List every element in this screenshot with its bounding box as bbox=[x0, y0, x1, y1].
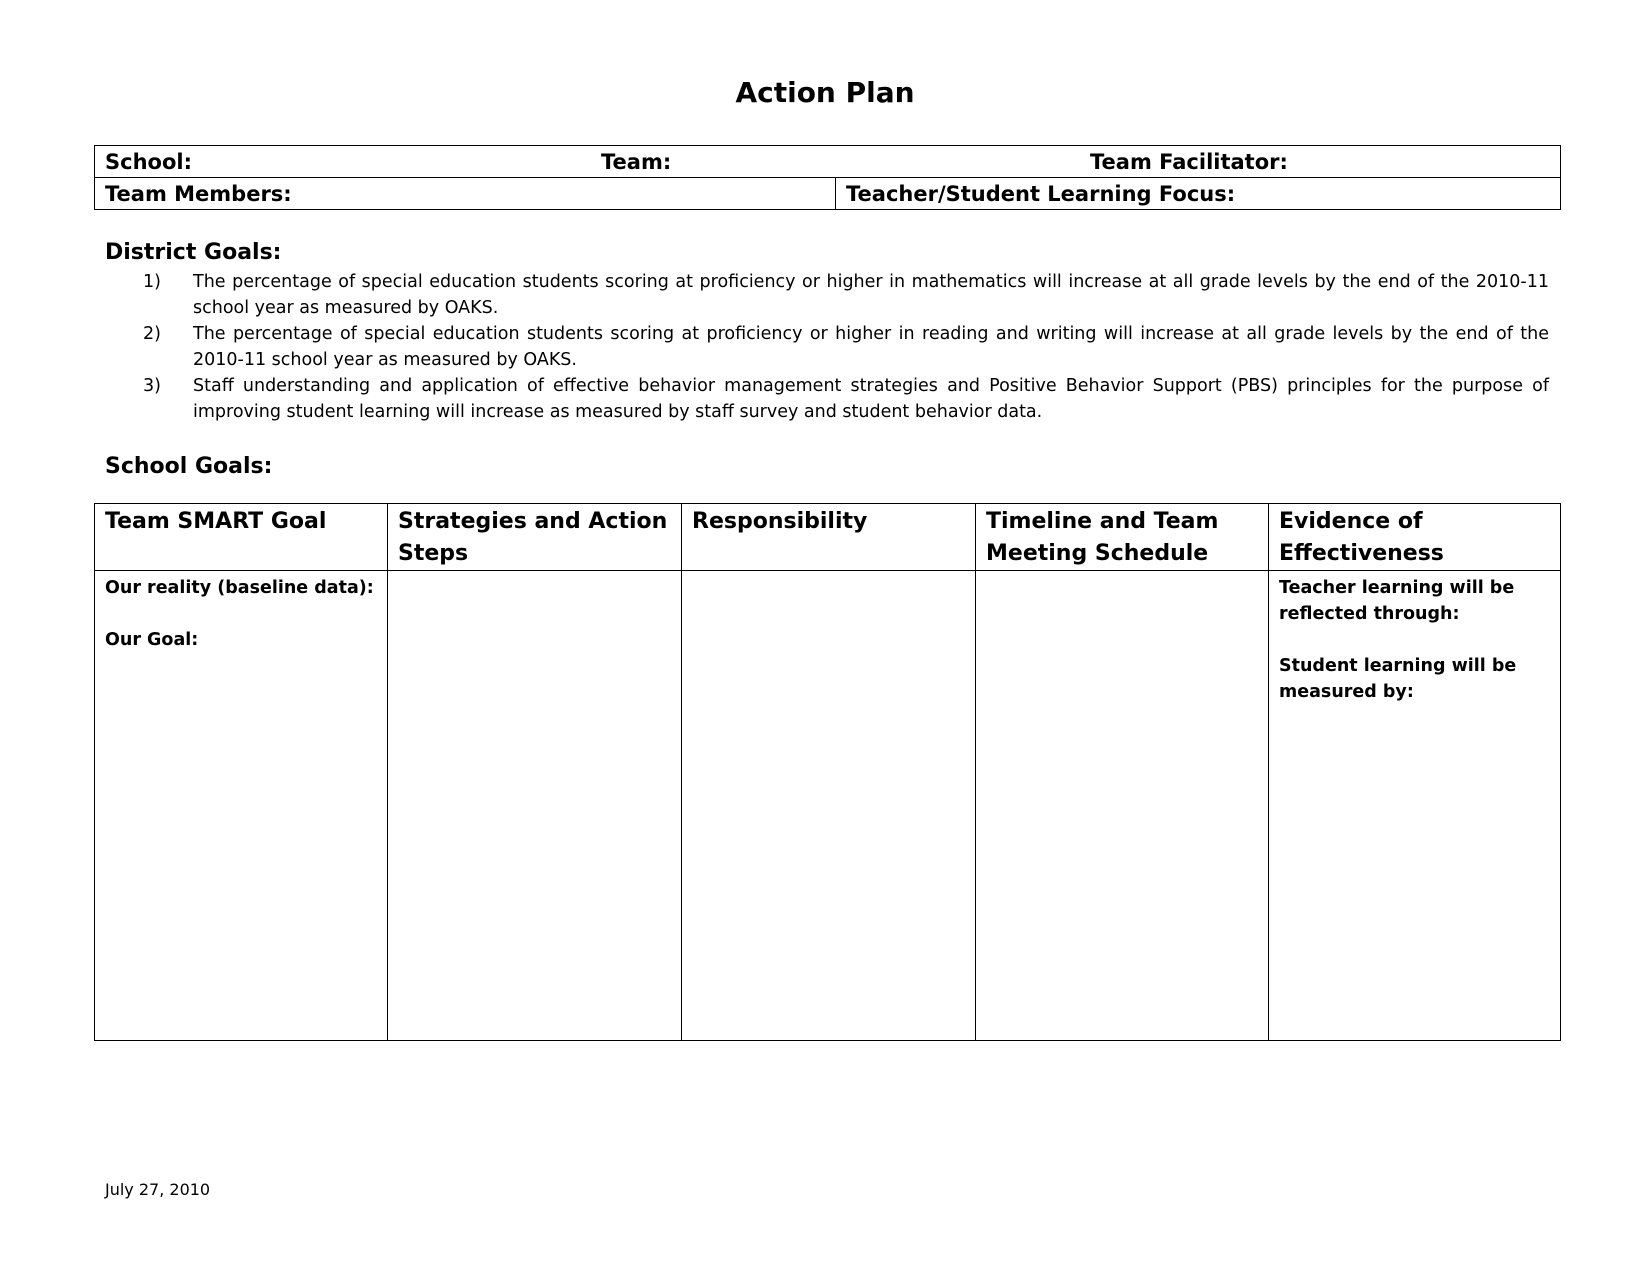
team-members-label: Team Members: bbox=[105, 181, 292, 206]
team-facilitator-label: Team Facilitator: bbox=[1090, 150, 1288, 174]
teacher-learning-prompt: Teacher learning will be reflected through: bbox=[1279, 578, 1515, 624]
baseline-data-prompt: Our reality (baseline data): bbox=[105, 578, 374, 598]
smart-goal-cell bbox=[95, 571, 388, 1041]
column-header-timeline: Timeline and Team Meeting Schedule bbox=[976, 504, 1269, 571]
district-goal-number: 3) bbox=[143, 376, 161, 396]
header-row-school-team bbox=[95, 146, 1561, 178]
footer-date: July 27, 2010 bbox=[105, 1180, 211, 1199]
column-header-strategies: Strategies and Action Steps bbox=[388, 504, 682, 571]
district-goal-item bbox=[105, 321, 1549, 373]
timeline-cell bbox=[976, 571, 1269, 1041]
strategies-cell bbox=[388, 571, 682, 1041]
district-goal-number: 1) bbox=[143, 272, 161, 292]
column-header-responsibility: Responsibility bbox=[682, 504, 976, 571]
district-goals-list bbox=[105, 269, 1549, 425]
team-label: Team: bbox=[601, 150, 672, 174]
responsibility-cell bbox=[682, 571, 976, 1041]
district-goal-text: The percentage of special education students scoring at proficiency or higher in reading and writing will increase at all grade levels by the end of the 2010-11 school year as measured by OAKS. bbox=[193, 324, 1549, 370]
district-goal-item bbox=[105, 269, 1549, 321]
team-members-cell bbox=[95, 178, 836, 210]
district-goals-heading: District Goals: bbox=[105, 240, 282, 265]
district-goal-item bbox=[105, 373, 1549, 425]
district-goal-number: 2) bbox=[143, 324, 161, 344]
learning-focus-cell bbox=[836, 178, 1561, 210]
district-goal-text: The percentage of special education students scoring at proficiency or higher in mathematics will increase at all grade levels by the end of the 2010-11 school year as measured by OAKS. bbox=[193, 272, 1549, 318]
action-plan-table bbox=[94, 503, 1561, 1041]
plan-body-row bbox=[95, 571, 1561, 1041]
column-header-smart-goal: Team SMART Goal bbox=[95, 504, 388, 571]
our-goal-prompt: Our Goal: bbox=[105, 630, 199, 650]
school-label: School: bbox=[105, 150, 192, 174]
plan-header-row bbox=[95, 504, 1561, 571]
learning-focus-label: Teacher/Student Learning Focus: bbox=[846, 181, 1236, 206]
student-learning-prompt: Student learning will be measured by: bbox=[1279, 656, 1517, 702]
district-goal-text: Staff understanding and application of effective behavior management strategies and Positive Behavior Support (PBS) principles for the purpose of improving student learning will increase as measured by staff survey and student behavior data. bbox=[193, 376, 1549, 422]
header-info-table bbox=[94, 145, 1561, 210]
column-header-evidence: Evidence of Effectiveness bbox=[1269, 504, 1561, 571]
page-title: Action Plan bbox=[735, 76, 915, 109]
school-goals-heading: School Goals: bbox=[105, 454, 273, 479]
evidence-cell bbox=[1269, 571, 1561, 1041]
